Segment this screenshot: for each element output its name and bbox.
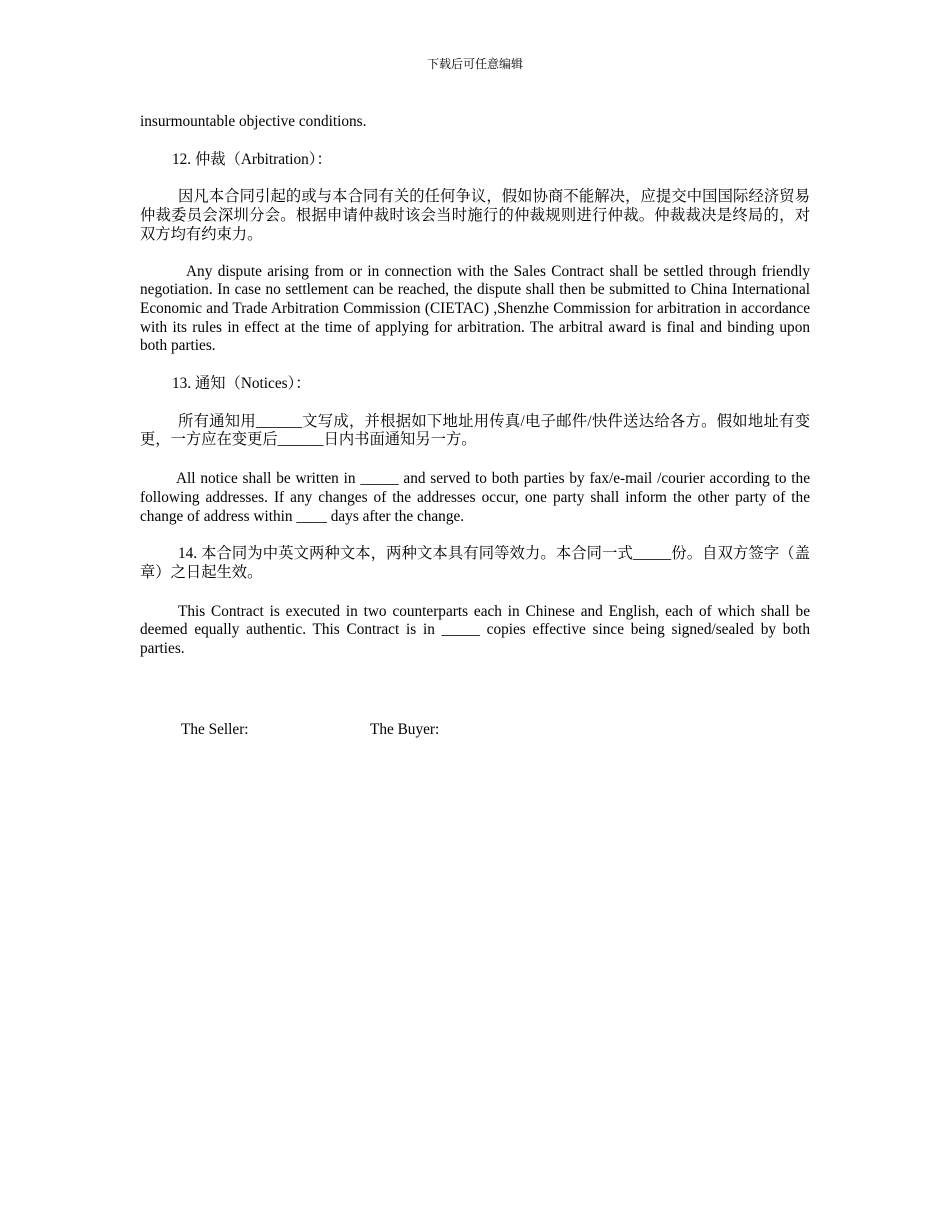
section-12-english-text: Any dispute arising from or in connection with the Sales Contract shall be settled through friendly negotiation. In case no settlement can be reached, the dispute shall then be submitted to China International Economic and Trade Arbitration Commission (CIETAC) ,Shenzhe Commission for arbitration in accordance with its rules in effect at the time of applying for arbitration. The arbitral award is final and binding upon both parties. — [140, 262, 810, 355]
section-12-chinese-text: 因凡本合同引起的或与本合同有关的任何争议，假如协商不能解决，应提交中国国际经济贸易仲裁委员会深圳分会。根据申请仲裁时该会当时施行的仲裁规则进行仲裁。仲裁裁决是终局的，对双方均有约束力。 — [140, 188, 810, 243]
section-14-chinese-text: 14. 本合同为中英文两种文本，两种文本具有同等效力。本合同一式_____份。自双方签字（盖章）之日起生效。 — [140, 545, 810, 581]
section-13-chinese-text: 所有通知用______文写成，并根据如下地址用传真/电子邮件/快件送达给各方。假如地址有变更，一方应在变更后______日内书面通知另一方。 — [140, 412, 810, 449]
buyer-signature-label: The Buyer: — [370, 721, 440, 738]
section-12-heading: 12. 仲裁（Arbitration）： — [172, 150, 332, 168]
paragraph-continuation: insurmountable objective conditions. — [140, 113, 367, 130]
document-body — [140, 113, 810, 659]
section-14-english-text: This Contract is executed in two counterparts each in Chinese and English, each of which shall be deemed equally authentic. This Contract is in _____ copies effective since being signed/sealed by both parties. — [140, 602, 810, 658]
section-13-heading: 13. 通知（Notices）： — [172, 375, 311, 393]
seller-signature-label: The Seller: — [181, 721, 249, 738]
page-header: 下载后可任意编辑 — [426, 57, 523, 71]
section-13-english-text: All notice shall be written in _____ and served to both parties by fax/e-mail /courier according to the following addresses. If any changes of the addresses occur, one party shall inform the other party of the change of address within ____ days after the change. — [140, 470, 810, 525]
